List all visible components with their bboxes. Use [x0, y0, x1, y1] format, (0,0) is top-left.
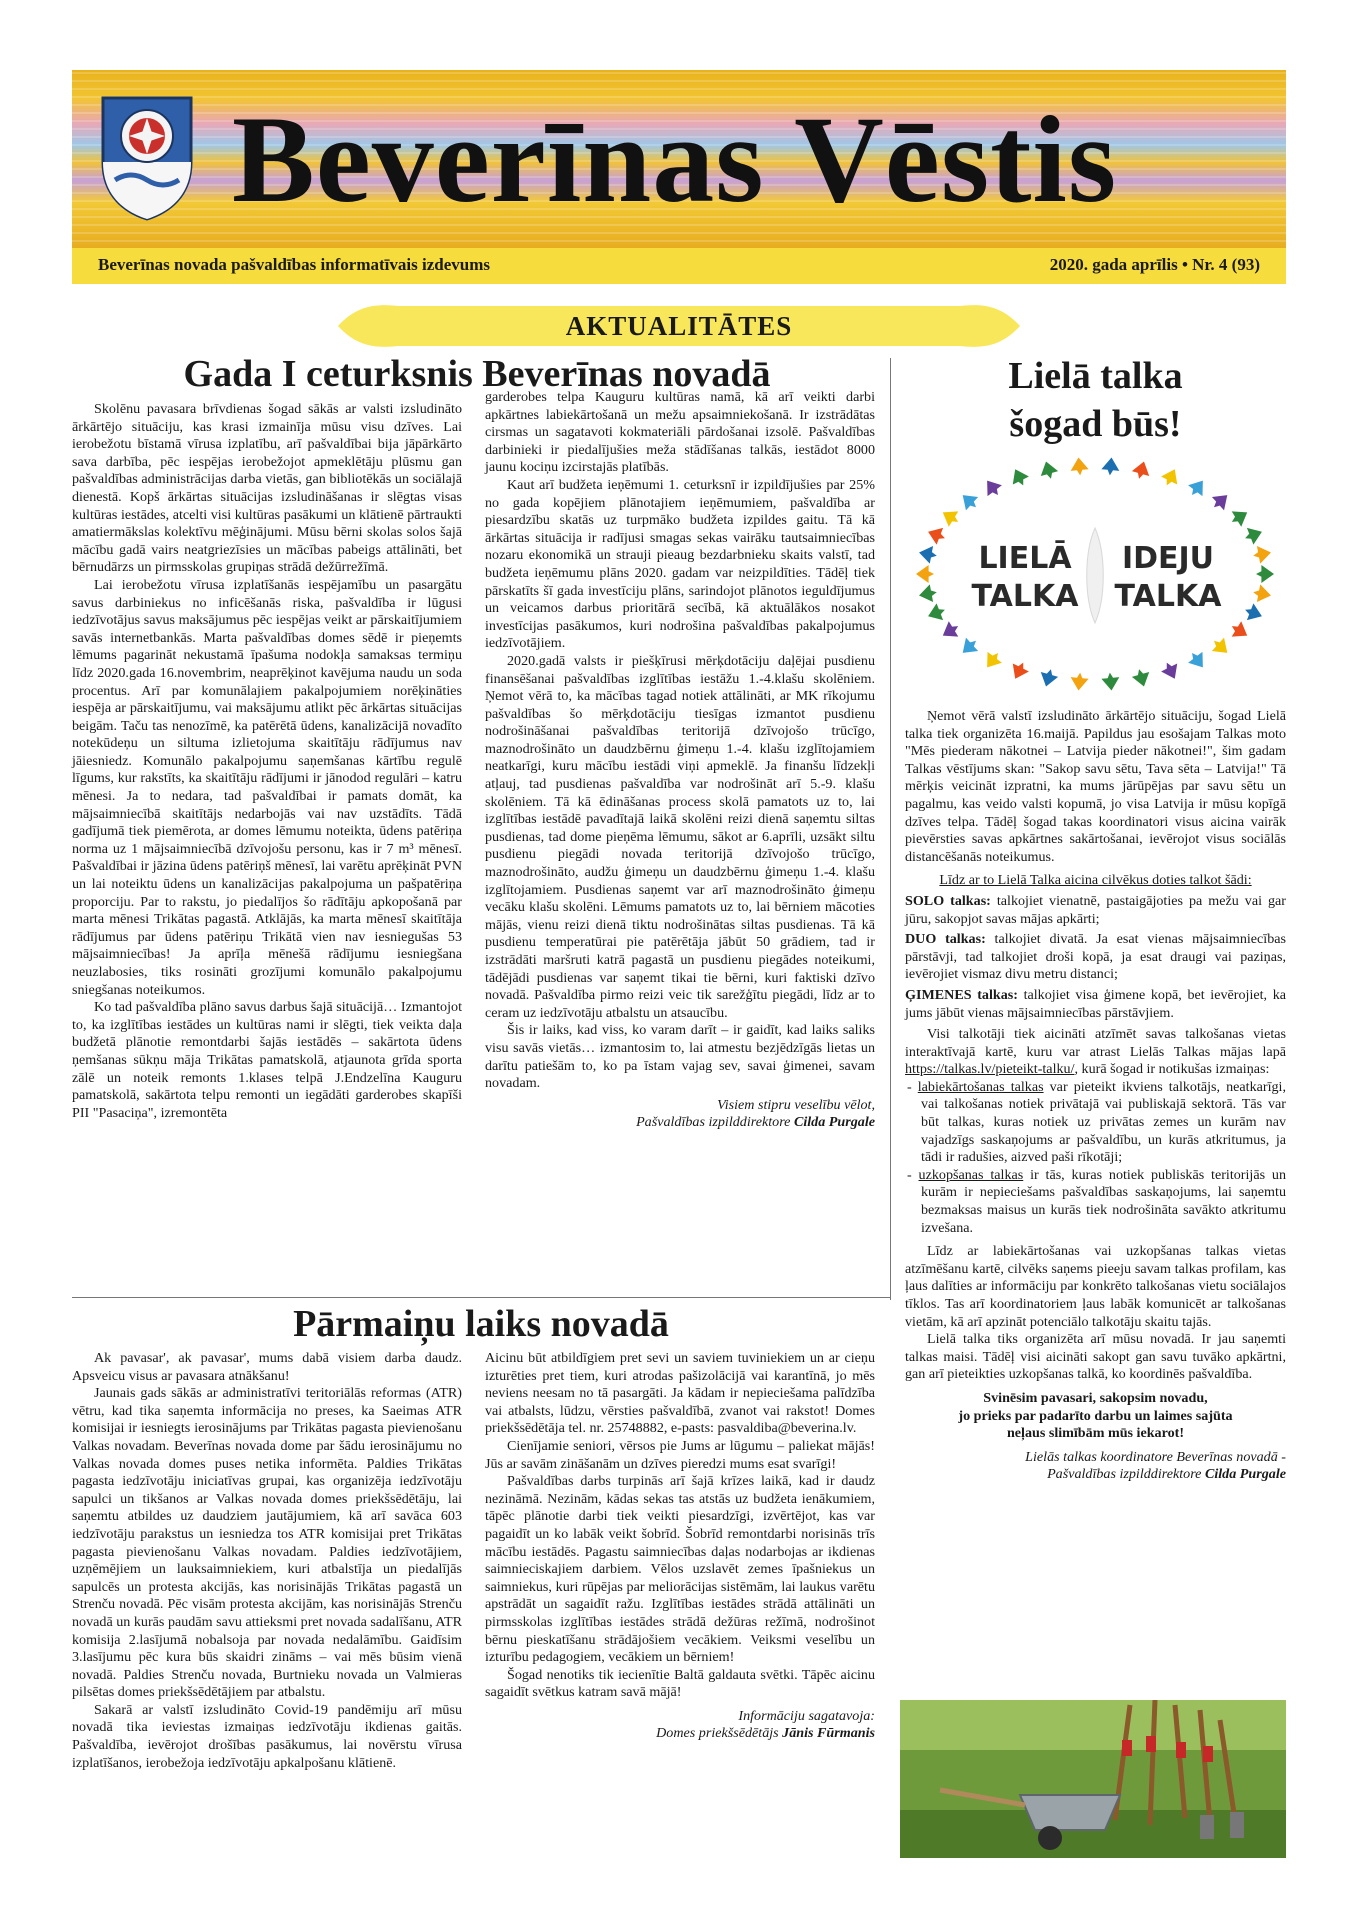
signature-role: Pašvaldības izpilddirektore [1047, 1466, 1205, 1483]
sidebar-ways-heading [905, 872, 1286, 890]
article1-paragraph: Skolēnu pavasara brīvdienas šogad sākās ar valsti izsludināto ārkārtējo situāciju, kas krasi izmainīja mūsu visu dzīves. Lai ierobežotu bīstamā vīrusa izplatību, arī pašvaldībai bija jāpārkārto sava darbība, pēc iespējas ierobežojot apmeklētāju plūsmu gan pašvaldības administrācijas darba vietās, gan bibliotēkās un sociālajā dienestā. Kopš ārkārtas situācijas izsludināšanas ir slēgtas visas kultūras iestādes, atcelti visi kultūras pasākumi un klātienē pārtraukti amatiermākslas kolektīvu mēģinājumi. Mūsu bērni skolas solos šajā mācību gadā vairs neatgriezīsies un mācības pabeigs attālināti, bet bērnudārzs un pirmsskolas grupiņas strādā dežūrrežīmā. [72, 401, 462, 576]
masthead-info-bar [72, 248, 1286, 284]
family-text: talkojiet visa ģimene kopā, bet ievērojiet, ka jums jābūt vienas mājsaimniecības pārstāvjiem. [905, 986, 1286, 1021]
logo-text-right-top: IDEJU [1121, 541, 1215, 576]
logo-figure-icon [1130, 459, 1152, 481]
logo-text-left-top: LIELĀ [978, 541, 1072, 576]
logo-figure-icon [1242, 523, 1265, 546]
article1-paragraph: Kaut arī budžeta ieņēmumi 1. ceturksnī ir izpildījušies par 25% no gada kopējiem plānotajiem ieņēmumiem, pašvaldība ar piesardzību skatās uz turpmāko budžeta izpildes gaitu. Tā kā ārkārtas situācija ir radījusi smagas sekas vairāku tautsaimniecības nozaru ekonomikā un strauji pieaug bezdarbnieku skaits valstī, tad budžeta ieņēmumu plāns 2020. gadam var neizpildīties. Tādēļ tiek pārskatīts šī gada investīciju plāns, sarindojot plānotos ieguldījumus un veicamos darbus prioritārā secībā, kā aktuālākos nosakot investīcijas pasākumos, kuri nodrošina pašvaldības pakalpojumus iedzīvotājiem. [485, 476, 875, 652]
logo-text-left-bottom: TALKA [971, 579, 1079, 614]
logo-figure-icon [1227, 505, 1252, 530]
sidebar-slogan-3: neļaus slimībām mūs iekarot! [1006, 1425, 1185, 1442]
logo-figure-icon [1252, 583, 1273, 604]
sidebar-bullet-1: - labiekārtošanas talkas var pieteikt ikviens talkotājs, neatkarīgi, vai talkošanas notiek privātajā vai publiskajā sektorā. Tās var būt talkas, kuras notiek uz privātas zemes un kurām nav vajadzīgs saskaņojums ar pašvaldību, un kurās atkritumus, ja tādi ir radušies, aizved paši rīkotāji; [907, 1078, 1286, 1166]
logo-figure-icon [980, 648, 1005, 673]
logo-figure-icon [1101, 672, 1121, 692]
newspaper-title: Beverīnas Vēstis [232, 91, 1118, 228]
article1-column-2 [485, 389, 875, 1132]
garden-tools-photo [900, 1700, 1286, 1858]
article2-signoff: Informāciju sagatavoja: [738, 1707, 875, 1724]
sidebar-signature [905, 1466, 1286, 1484]
signature-role: Pašvaldības izpilddirektore [636, 1114, 794, 1131]
sidebar-duo [905, 931, 1286, 984]
duo-text: talkojiet divatā. Ja esat vienas mājsaimniecības pārstāvji, tad talkojiet droši kopā, ja esat draugi vai paziņas, ievērojiet vismaz divu metru distanci; [905, 931, 1287, 983]
signature-role: Domes priekšsēdētājs [656, 1725, 783, 1742]
talkas-link[interactable]: https://talkas.lv/pieteikt-talku/ [905, 1061, 1075, 1078]
bullet1-text: var pieteikt ikviens talkotājs, neatkarīgi, vai talkošanas notiek privātajā vai publiskajā sektorā. Tās var būt talkas, kuras notiek uz privātas zemes un kurām nav vajadzīgs saskaņojums ar pašvaldību, un kurās atkritumus, ja tādi ir radušies, aizved paši rīkotāji; [921, 1078, 1286, 1166]
solo-label: SOLO talkas: [905, 892, 991, 909]
section-label: AKTUALITĀTES [565, 311, 793, 341]
sidebar-family [905, 987, 1286, 1022]
ways-heading-text: Līdz ar to Lielā Talka aicina cilvēkus doties talkot šādi: [939, 872, 1252, 889]
article1-paragraph: Šis ir laiks, kad viss, ko varam darīt – ir gaidīt, kad laiks saliks visu savās vietās… izmantosim to, lai atmestu bezjēdzīgās lietas un darītu patiešām to, ko pa īstam vajag sev, savai ģimenei, savam novadam. [485, 1022, 875, 1092]
column-divider-horizontal [72, 1297, 890, 1298]
logo-figure-icon [1185, 648, 1210, 673]
article1-signoff: Visiem stipru veselību vēlot, [717, 1096, 875, 1113]
logo-figure-icon [1130, 667, 1152, 689]
logo-figure-icon [1007, 659, 1031, 683]
article2-headline: Pārmaiņu laiks novadā [293, 1303, 669, 1345]
signature-name: Jānis Fūrmanis [782, 1725, 875, 1742]
logo-figure-icon [1159, 659, 1183, 683]
logo-figure-icon [917, 583, 938, 604]
logo-figure-icon [925, 523, 948, 546]
logo-figure-icon [1159, 465, 1183, 489]
article1-paragraph: Ko tad pašvaldība plāno savus darbus šajā situācijā… Izmantojot to, ka izglītības iestādes un kultūras nami ir slēgti, tiek veikta daļa budžetā plānotie remontdarbi šajās iestādēs – sakārtota ūdens ņemšanas sūkņu māja Trikātas pamatskolā, atjaunota grīda sporta zālē un noteik remonts 1.klases telpā J.Endzelīna Kauguru pamatskolā, sakārtota telpu remonti un iegādāti garderobes skapīši PII "Pasaciņa", izremontēta [72, 999, 462, 1121]
article1-paragraph: 2020.gadā valsts ir piešķīrusi mērķdotāciju daļējai pusdienu finansēšanai pašvaldības izglītības iestāžu 1.-4.klašu skolēniem. Ņemot vērā to, ka mācības tagad notiek attālināti, ar MK rīkojumu pašvaldības šo mērķdotāciju tiesīgas izmantot pusdienu nodrošināšanai pašvaldības teritorijā dzīvojošo trūcīgo, maznodrošināto un daudzbērnu ģimeņu 1.-4. klašu izglītojamiem neatkarīgi, kuru mācību iestādi viņi apmeklē. Ja finanšu līdzekļi atļauj, tad pusdienas pašvaldība var nodrošināt arī 5.-9. klašu skolēniem. Tā kā ēdināšanas process skolā pamatots uz to, lai izglītības iestādē pavadītajā laikā skolēni reizi dienā saņemtu siltas pusdienas, tad dome pieņēma lēmumu, sākot ar 6.aprīli, uzsākt siltu pusdienu piegādi novada teritorijā dzīvojošo trūcīgo, maznodrošināto, audžu ģimeņu un daudzbērnu ģimeņu 1.-4. klašu izglītojamiem. Pusdienas saņemt var arī maznodrošināto ģimeņu vecāku klašu skolēni. Lēmums pamatots uz to, lai bērniem mācoties mājās, vienu reizi dienā tiktu nodrošinātas siltas pusdienas. Tā kā pusdienu temperatūrai pie patērētāja jābūt 50 grādiem, tad ir izstrādāti maršruti katrā pagastā un pusdienu piegādes noteikumi, tādējādi pusdienas var saņemt tikai tie bērni, kuri faktiski dzīvo novadā. Pašvaldība pirmo reizi veic tik sarežģītu piegādi, līdz ar to ceram uz iedzīvotāju atbalstu un atsaucību. [485, 652, 875, 1021]
logo-figure-icon [1185, 475, 1210, 500]
logo-figure-icon [1037, 667, 1059, 689]
logo-figure-icon [957, 634, 982, 659]
article2-paragraph: Jaunais gads sākās ar administratīvi teritoriālās reformas (ATR) vētru, kad tika saņemta informācija no preses, ka Saeimas ATR komisijai ir iesniegts ierosinājums par Trikātas pagasta pievienošanu Valkas novadam. Beverīnas novada dome par šādu ierosinājumu no Valkas novada domes puses netika informēta. Paldies Trikātas pagasta iedzīvotāju iniciatīvas grupai, kas organizēja iedzīvotāju sapulci un tikšanos ar Valkas novada domes priekšsēdētāju, lai saņemtu atbildes uz daudziem jautājumiem, kā arī savāca 603 iedzīvotāju parakstus un iesniedza tos ATR komisijai pret Trikātas pagasta pievienošanu Valkas novadam. Paldies iedzīvotājiem, uzņēmējiem un lauksaimniekiem, kuri atbalstīja un piedalījās sapulcēs un protesta akcijās, kas norisinājās Trikātas pagastā un Strenču novadā. Pēc visām protesta akcijām, kas norisinājās Strenču novadā un kurās paudām savu attieksmi pret novada sadalīšanu, ATR komisija 2.lasījumā nobalsoja par novada nedalāmību. Gaidīsim 3.lasījumu pēc kura būs skaidri zināms – vai mēs būsim vienā novadā. Paldies Strenču novada, Burtnieku novada un Valmieras pilsētas domes priekšsēdētājiem par atbalstu. [72, 1385, 462, 1701]
logo-figure-icon [938, 618, 963, 643]
family-label: ĢIMENES talkas: [905, 986, 1018, 1003]
logo-figure-icon [1007, 465, 1031, 489]
bullet1-label: labiekārtošanas talkas [917, 1078, 1044, 1095]
solo-text: talkojiet vienatnē, pastaigājoties pa mežu vai gar jūru, sakopjot savas mājas apkārti; [905, 892, 1286, 927]
map-text-b: , kurā šogad ir notikušas izmaiņas: [1074, 1061, 1270, 1078]
logo-figure-icon [916, 565, 934, 583]
logo-figure-icon [1070, 457, 1090, 477]
article1-headline: Gada I ceturksnis Beverīnas novadā [183, 353, 771, 395]
article2-paragraph: Ak pavasar', ak pavasar', mums dabā visiem darba daudz. Apsveicu visus ar pavasara atnākšanu! [72, 1350, 462, 1384]
section-ribbon [338, 304, 1020, 348]
bullet2-text: ir tās, kuras notiek publiskās teritorijās un kurām ir nepieciešams pašvaldības saskaņojums, lai saņemtu bezmaksas maisus un kurās tiek nodrošināta savākto atkritumu izvešana. [921, 1166, 1286, 1236]
sidebar-local-paragraph: Lielā talka tiks organizēta arī mūsu novadā. Ir jau saņemti talkas maisi. Tādēļ visi aicināti sakopt gan savu tuvāko apkārtni, gan arī pieteikties uzkopšanas talkā, ko koordinēs pašvaldība. [905, 1331, 1286, 1383]
article1-signature [485, 1114, 875, 1132]
sidebar-map-paragraph [905, 1026, 1286, 1079]
article1-paragraph: Lai ierobežotu vīrusa izplatīšanās iespējamību un pasargātu savus darbiniekus no inficēšanās riska, pašvaldība ir lūgusi iedzīvotājus savus maksājumus pēc iespējas veikt ar pārskaitījumiem savās internetbankās. Marta pašvaldības domes sēdē ir pieņemts lēmums pagarināt nekustamā īpašuma nodokļa samaksas termiņu līdz 2020.gada 16.novembrim, neaprēķinot kavējuma naudu un soda procentus. Arī par komunālajiem pakalpojumiem norēķināties iespēja ar pārskaitījumu, vai maksājumu atlikt pēc ārkārtas situācijas beigām. Taču tas nenozīmē, ka patērētā ūdens, kanalizācijā novadīto notekūdeņu un siltuma izlietojuma skaitītāju rādījumus nav jāiesniedz. Komunālo pakalpojumu saņemšanas kārtību regulē līgums, kur rakstīts, ka skaitītāju rādījumi ir jānodod regulāri – katru mēnesi. Ja to nedara, tad pašvaldībai ir pamats domāt, ka mājsaimniecībā skaitītājs nedarbojās vai nav uzstādīts. Tādā gadījumā tiek piemērota, ar domes lēmumu noteikta, ūdens patēriņa norma uz 1 mājsaimniecībā dzīvojošu personu, kas ir 7 m³ mēnesī. Pašvaldībai ir jāzina ūdens patēriņš mēnesī, lai varētu aprēķināt PVN un lai noteiktu ūdens un kanalizācijas pakalpojuma un pašpatēriņa proporciju. Par to rakstu, jo piedalījos šo rādītāju apkopošanā par marta mēnesi Trikātas pagastā. Atklājās, ka marta mēnesī skaitītāja rādījumus par ūdens patēriņu Trikātā vien nav iesniegušas 53 mājsaimniecības! Ja aprīļa mēnešā rādījumu iesniegšana neuzlabosies, tiks rosināti grozījumi komunālo pakalpojumu sniegšanas noteikumos. [72, 576, 462, 998]
article2-column-1 [72, 1350, 462, 1772]
masthead-banner [72, 70, 1286, 248]
sidebar-headline [905, 352, 1286, 448]
logo-figure-icon [1208, 634, 1233, 659]
article2-paragraph: Sakarā ar valstī izsludināto Covid-19 pandēmiju arī mūsu novadā tika ieviestas izmaiņas iedzīvotāju ikdienas gaitās. Pašvaldība, ievērojot drošības pasākumus, lai novērstu vīrusa izplatīšanos, ierobežoja iedzīvotāju apkalpošanu klātienē. [72, 1701, 462, 1771]
column-divider-vertical [890, 358, 891, 1300]
bullet2-label: uzkopšanas talkas [918, 1166, 1024, 1183]
article1-paragraph: garderobes telpa Kauguru kultūras namā, kā arī veikti darbi apkārtnes labiekārtošanā un mežu apsaimniekošanā. Ir izstrādātas cirsmas un sagatavoti kokmateriāli pārdošanai izsolē. Pašvaldības darbinieki ir piedalījušies meža stādīšanas talkās, iestādot 8000 jaunu kociņu izcirstajās platībās. [485, 389, 875, 476]
signature-name: Cilda Purgale [1204, 1466, 1286, 1483]
article2-column-2 [485, 1350, 875, 1743]
article2-paragraph: Pašvaldības darbs turpinās arī šajā krīzes laikā, kad ir daudz nezināmā. Nezinām, kādas sekas tas atstās uz budžeta ienākumiem, tāpēc plānotie darbi tiek veikti piesardzīgi, izvērtējot, kas var pagaidīt un ko labāk veikt šobrīd. Šobrīd remontdarbi norisinās trīs mācību iestādēs. Pagastu saimniecības daļas nodarbojas ar ikdienas saimnieciskajiem darbiem. Vēlos uzslavēt zemes īpašniekus un saimniekus, kuri rūpējas par meliorācijas sistēmām, lai laukus varētu apstrādāt un sagaidīt ražu. Izglītības iestādes strādā attālināti un pirmsskolas izglītības iestādes strādā dežūras režīmā, nodrošinot bērnu pieskatīšanu strādājošiem vecākiem. Veiksmi veselību un izturību pedagogiem, vecākiem un bērniem! [485, 1473, 875, 1666]
sidebar-headline-line1: Lielā talka [1008, 355, 1183, 397]
logo-figure-icon [1101, 457, 1121, 477]
logo-figure-icon [1037, 459, 1059, 481]
logo-figure-icon [938, 505, 963, 530]
sidebar-headline-line2: šogad būs! [1009, 403, 1182, 445]
sidebar-slogan-2: jo prieks par padarīto darbu un laimes sajūta [958, 1407, 1233, 1424]
map-text-a: Visi talkotāji tiek aicināti atzīmēt savas talkošanas vietas interaktīvajā kartē, kuru var atrast Lielās Talkas mājas lapā [905, 1026, 1286, 1060]
sidebar-intro: Ņemot vērā valstī izsludināto ārkārtējo situāciju, šogad Lielā talka tiek organizēta 16.maijā. Papildus jau esošajam Talkas moto "Mēs piederam nākotnei – Latvija pieder nākotnei!", šim gadam Talkas vēstījums skan: "Sakop savu sētu, Tava sēta – Latvija!" Tā mērķis veicināt izpratni, ka mums jārūpējas par savu sētu un pagalmu, kas veido valsti kopumā, jo visa Latvija ir mūsu kopīgā dzīves telpa. Tādēļ šogad takas koordinatori visus aicina vairāk pievērsties savas apkārtnes sakārtošanai, ievērojot visus sociālās distancēšanās noteikumus. [905, 708, 1286, 865]
article1-column-1 [72, 401, 462, 1122]
article2-signature [485, 1725, 875, 1743]
sidebar-bullet-2: - uzkopšanas talkas ir tās, kuras notiek publiskās teritorijās un kurām ir nepieciešams pašvaldības saskaņojums, lai saņemtu bezmaksas maisus un kurās tiek nodrošināta savākto atkritumu izvešana. [907, 1166, 1286, 1236]
sidebar-solo [905, 893, 1286, 928]
logo-text-right-bottom: TALKA [1114, 579, 1222, 614]
article2-paragraph: Cienījamie seniori, vērsos pie Jums ar lūgumu – paliekat mājās! Jūs ar savām zināšanām un dzīves pieredzi mums esat svarīgi! [485, 1437, 875, 1472]
duo-label: DUO talkas: [905, 931, 986, 948]
logo-figure-icon [1256, 565, 1274, 583]
publication-subtitle: Beverīnas novada pašvaldības informatīvais izdevums [98, 255, 490, 274]
logo-figure-icon [1242, 601, 1265, 624]
liela-talka-logo-icon [908, 448, 1283, 700]
logo-figure-icon [925, 601, 948, 624]
logo-figure-icon [917, 544, 938, 565]
signature-name: Cilda Purgale [793, 1114, 875, 1131]
logo-figure-icon [1070, 672, 1090, 692]
sidebar-signoff: Lielās talkas koordinatore Beverīnas novadā - [1025, 1448, 1286, 1465]
sidebar-slogan-1: Svinēsim pavasari, sakopsim novadu, [983, 1389, 1208, 1406]
sidebar-body [905, 708, 1286, 1484]
issue-number: 2020. gada aprīlis • Nr. 4 (93) [1049, 255, 1260, 274]
logo-figure-icon [980, 475, 1005, 500]
article2-paragraph: Šogad nenotiks tik iecienītie Baltā galdauta svētki. Tāpēc aicinu sagaidīt svētkus katram savā mājā! [485, 1666, 875, 1701]
sidebar-map-paragraph-2: Līdz ar labiekārtošanas vai uzkopšanas talkas vietas atzīmēšanu kartē, cilvēks saņems pieeju savam talkas profilam, kas ļaus dalīties ar informāciju par konkrēto talkošanas vietu sociālajos tīklos. Tas arī koordinatoriem ļaus labāk komunicēt ar talkošanas vietām, kā arī apzināt potenciālo talkotāju skaitu tajās. [905, 1243, 1286, 1330]
logo-figure-icon [1227, 618, 1252, 643]
logo-figure-icon [1208, 489, 1233, 514]
logo-figure-icon [1252, 544, 1273, 565]
coat-of-arms-icon [97, 92, 197, 222]
article2-paragraph: Aicinu būt atbildīgiem pret sevi un saviem tuviniekiem un ar cieņu izturēties pret tiem, kuri atrodas pašizolācijā vai karantīnā, jo mēs neviens neesam no tā pasargāti. Ja kādam ir nepieciešama palīdzība vai atbalsts, lūdzu, vērsties pašvaldībā, zvanot vai rakstot! Domes priekšsēdētāja tel. nr. 25748882, e-pasts: pasvaldiba@beverina.lv. [485, 1350, 875, 1437]
logo-figure-icon [957, 489, 982, 514]
